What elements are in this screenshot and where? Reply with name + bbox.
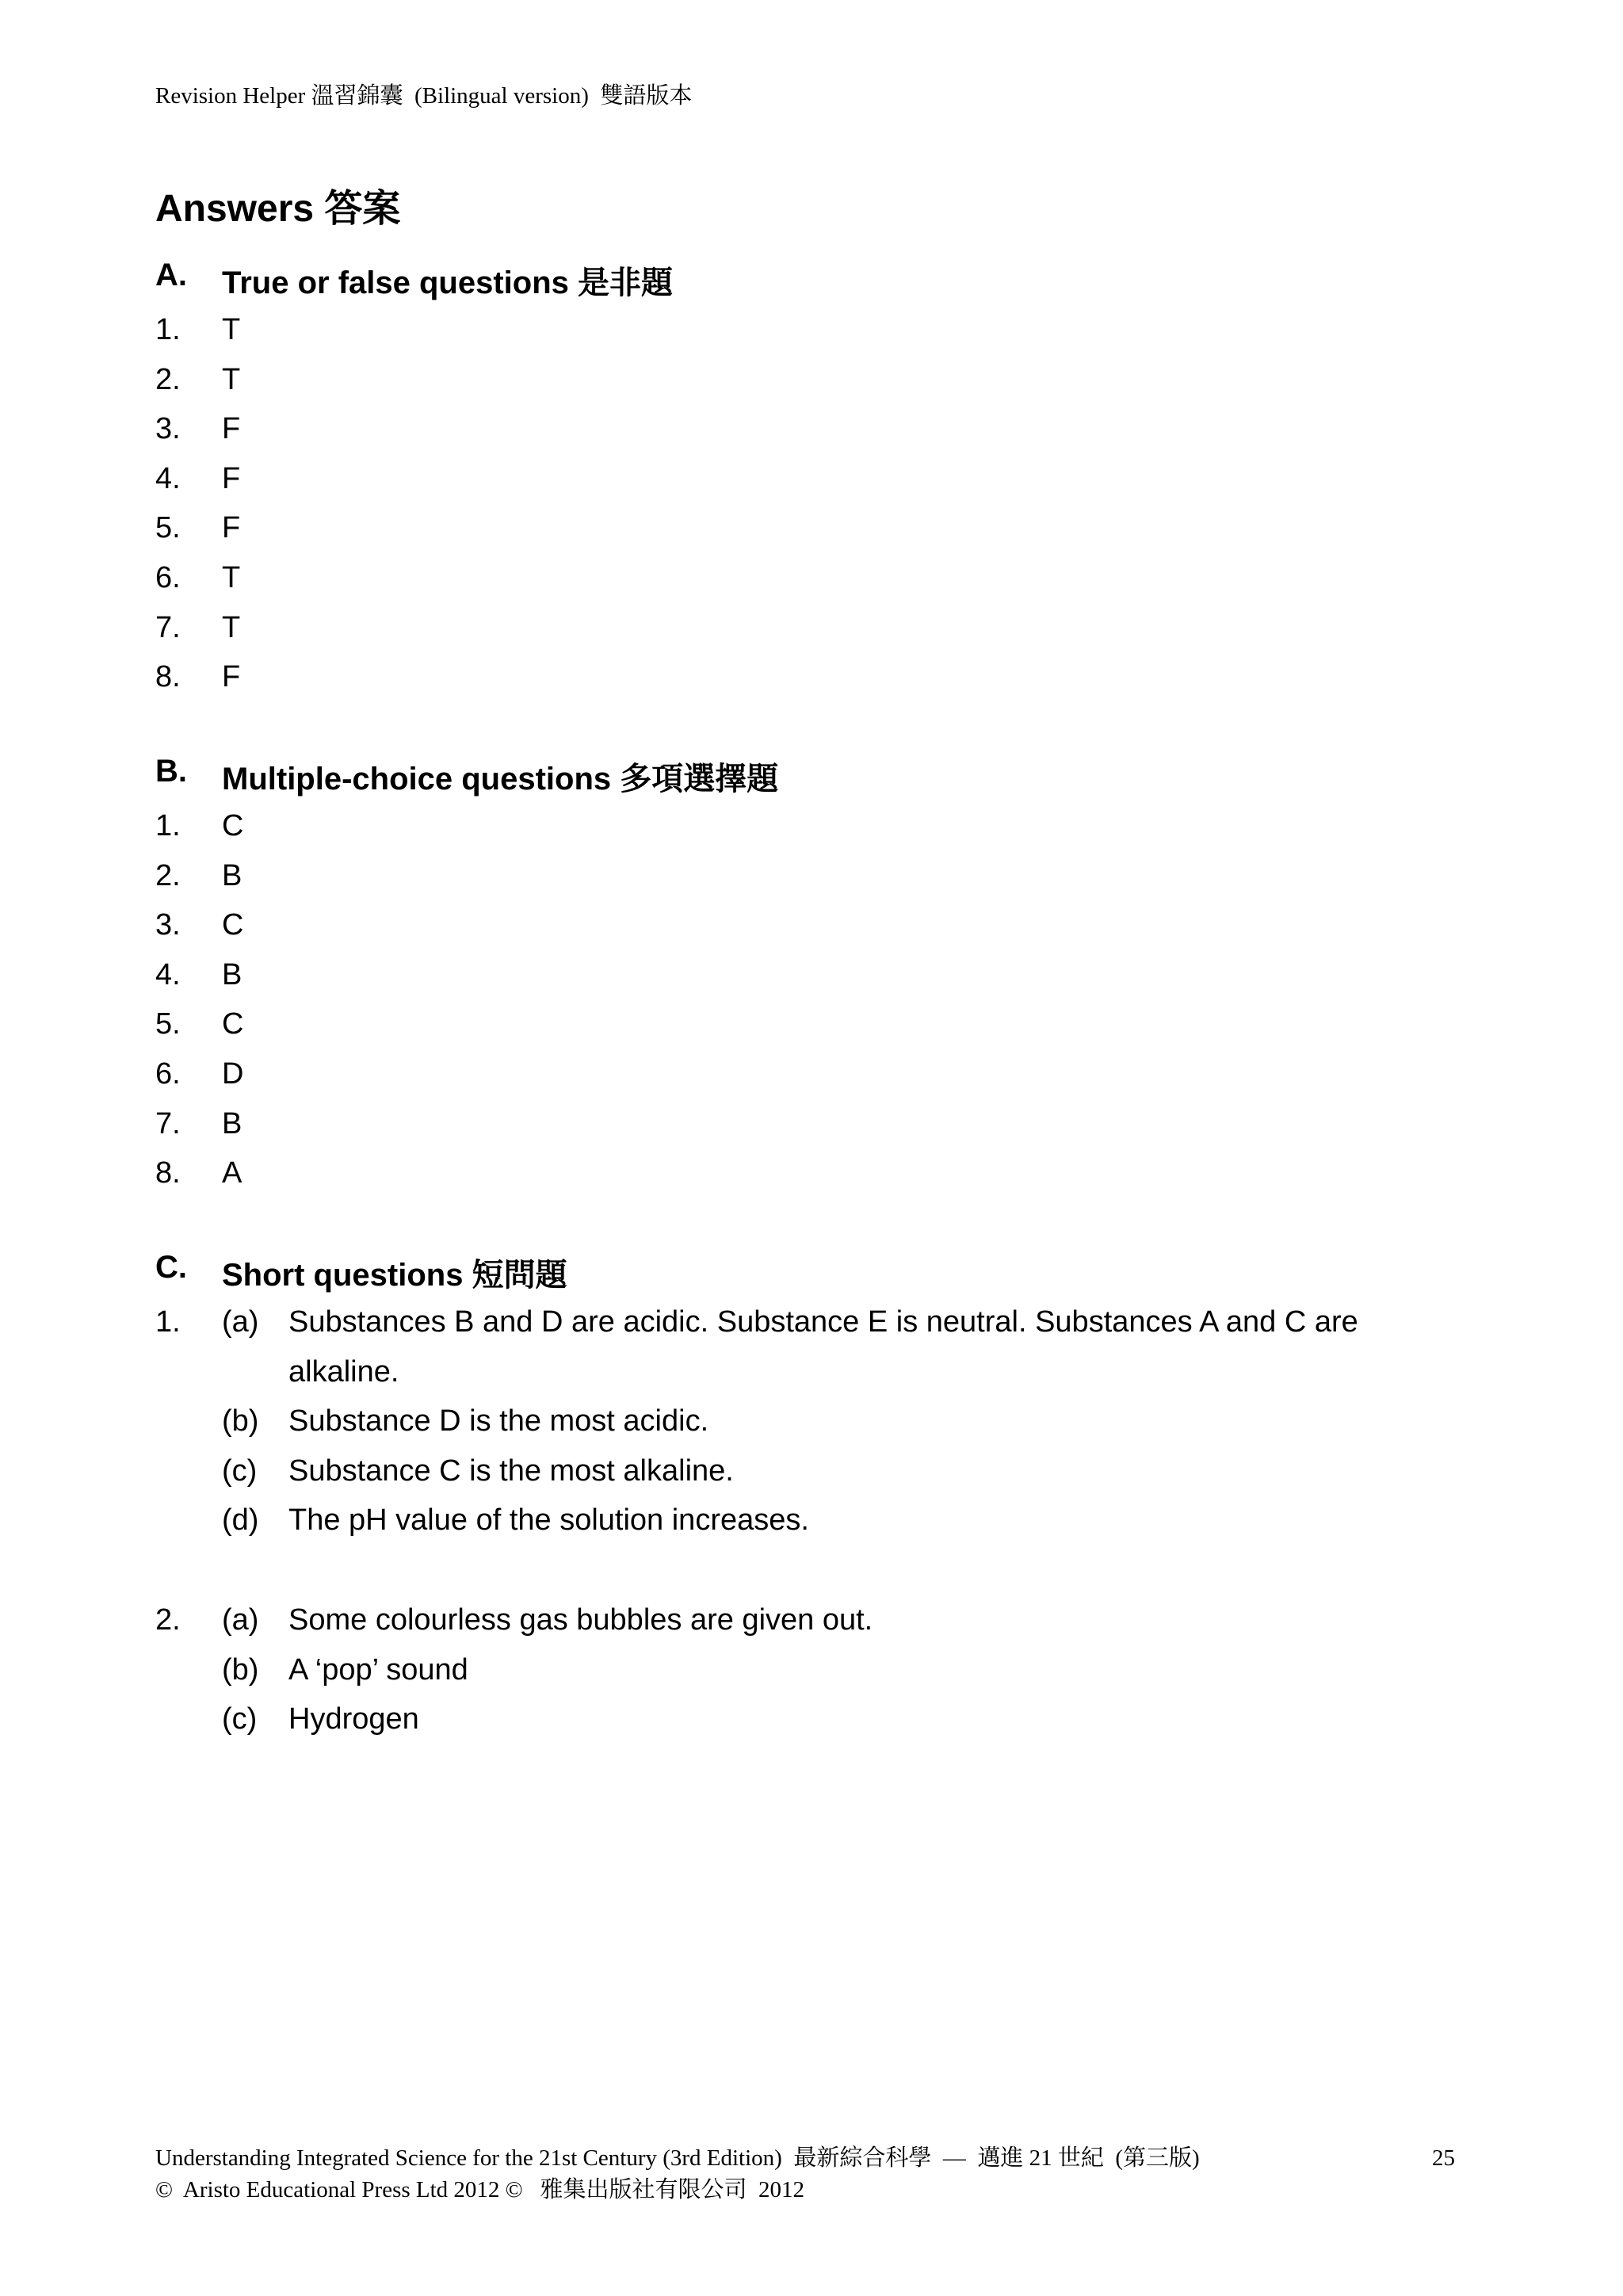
part-label: (c) [222,1454,258,1488]
item-answer: B [222,957,242,991]
section-letter: B. [155,754,187,789]
part-answer [288,1452,1453,1502]
item-number: 4. [155,957,181,991]
answer-line: Hydrogen [288,1702,419,1736]
answer-line: Substance D is the most acidic. [288,1404,709,1438]
part-answer [288,1700,1453,1750]
item-answer: F [222,412,241,446]
item-answer: B [222,1106,242,1140]
item-number: 4. [155,461,181,495]
running-header: Revision Helper 溫習錦囊 (Bilingual version) 雙語版本 [155,83,693,109]
item-number: 6. [155,1056,181,1091]
page-title: Answers 答案 [155,188,401,230]
item-answer: F [222,511,241,545]
part-answer [288,1651,1453,1701]
item-number: 8. [155,660,181,694]
part-answer [288,1501,1453,1551]
item-number: 1. [155,313,181,346]
item-number: 5. [155,1007,181,1041]
answer-line: The pH value of the solution increases. [288,1503,809,1538]
item-answer: F [222,461,241,495]
answer-line: alkaline. [288,1354,399,1389]
part-label: (a) [222,1603,259,1637]
part-label: (d) [222,1503,259,1538]
item-number: 8. [155,1156,181,1190]
part-label: (c) [222,1702,258,1736]
item-answer: T [222,362,241,396]
item-number: 6. [155,560,181,594]
item-answer: T [222,313,241,346]
answer-line: A ‘pop’ sound [288,1652,468,1687]
item-number: 3. [155,908,181,942]
page-footer [155,2142,1455,2206]
section-title: True or false questions 是非題 [222,266,674,300]
item-answer: A [222,1156,242,1190]
item-answer: C [222,1007,244,1041]
item-number: 1. [155,809,181,842]
item-number: 7. [155,610,181,644]
section-title: Short questions 短問題 [222,1258,567,1293]
part-label: (b) [222,1404,259,1438]
item-answer: F [222,660,241,694]
item-number: 2. [155,362,181,396]
item-answer: T [222,610,241,644]
part-label: (a) [222,1305,259,1339]
question-number: 1. [155,1305,181,1339]
footer-copyright: © Aristo Educational Press Ltd 2012 © 雅集出版社有限公司 2012 [155,2177,804,2202]
item-number: 3. [155,412,181,446]
part-answer [288,1402,1453,1452]
item-number: 5. [155,511,181,545]
section-title: Multiple-choice questions 多項選擇題 [222,762,779,797]
item-answer: T [222,560,241,594]
item-answer: D [222,1056,244,1091]
item-answer: B [222,858,242,892]
footer-book-title: Understanding Integrated Science for the 21st Century (3rd Edition) 最新綜合科學 — 邁進 21 世紀 (第三版) [155,2145,1200,2171]
question-number: 2. [155,1603,181,1637]
part-answer [288,1601,1453,1651]
item-answer: C [222,908,244,942]
part-label: (b) [222,1652,259,1687]
page-number: 25 [1432,2145,1455,2171]
item-number: 2. [155,858,181,892]
answer-line: Some colourless gas bubbles are given out. [288,1603,873,1637]
section-letter: C. [155,1250,187,1285]
answer-line: Substances B and D are acidic. Substance E is neutral. Substances A and C are [288,1305,1358,1339]
item-number: 7. [155,1106,181,1140]
item-answer: C [222,809,244,842]
section-letter: A. [155,258,187,292]
answer-line: Substance C is the most alkaline. [288,1454,734,1488]
part-answer [288,1303,1453,1402]
